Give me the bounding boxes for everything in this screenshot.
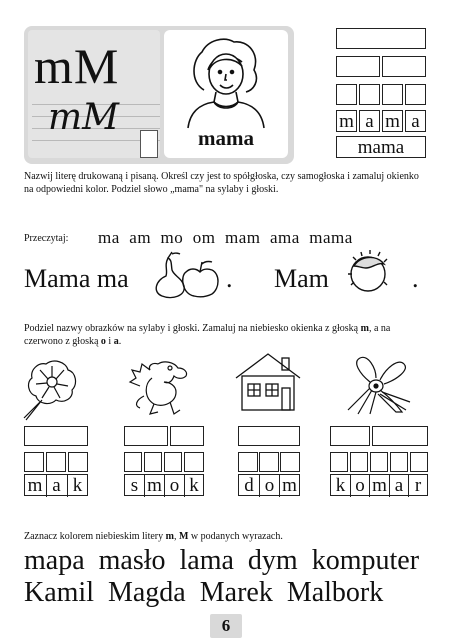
- syllable-box[interactable]: [372, 426, 428, 446]
- letter: o: [350, 475, 369, 497]
- words-line-1: mapa masło lama dym komputer: [24, 545, 420, 576]
- printed-letters: mM: [34, 38, 120, 94]
- letter: k: [67, 475, 87, 497]
- scheme-word: mama: [357, 137, 405, 158]
- letter: d: [244, 475, 254, 496]
- letter-box[interactable]: [350, 452, 368, 472]
- words-line-2: Kamil Magda Marek Malbork: [24, 577, 384, 608]
- letter-cell: [359, 110, 380, 132]
- instruction-3-text: Zaznacz kolorem niebieskim litery: [24, 531, 166, 542]
- instruction-2-bold: m: [360, 323, 369, 334]
- letter-box[interactable]: [330, 452, 348, 472]
- letter: m: [27, 475, 43, 496]
- letter-box[interactable]: [184, 452, 204, 472]
- letter: m: [385, 111, 400, 132]
- instruction-2-text: i: [105, 336, 114, 347]
- page-number: 6: [210, 614, 242, 638]
- word-komar-cell: [330, 474, 428, 496]
- syllable-box[interactable]: [336, 56, 380, 77]
- letter-box[interactable]: [164, 452, 182, 472]
- sentence-1-end: .: [226, 264, 233, 293]
- letter: k: [335, 475, 346, 496]
- poppy-icon: [16, 356, 86, 422]
- letter-box[interactable]: [259, 452, 279, 472]
- letter-box[interactable]: [410, 452, 428, 472]
- instruction-1: Nazwij literę drukowaną i pisaną. Określ czy jest to spółgłoska, czy samogłoska i zamaluj okienko na odpowiedni kolor. Podziel słowo „mama" na sylaby i głoski.: [24, 171, 419, 195]
- letter-box[interactable]: [124, 452, 142, 472]
- instruction-2-bold: a: [113, 336, 119, 347]
- mosquito-icon: [340, 352, 416, 418]
- word-cell: [336, 136, 426, 158]
- vowel-consonant-box[interactable]: [382, 84, 403, 105]
- letter-box[interactable]: [144, 452, 162, 472]
- letter: m: [369, 475, 389, 497]
- instruction-2-text: , a na czerwono z głoską: [24, 323, 391, 347]
- pear-apple-icon: [146, 250, 222, 300]
- letter-cell: [382, 110, 403, 132]
- letter: m: [279, 475, 299, 497]
- instruction-3-text: w podanych wyrazach.: [188, 531, 283, 542]
- sentence-1: Mama ma: [24, 264, 129, 293]
- dragon-icon: [124, 356, 194, 418]
- mother-portrait-icon: [164, 30, 288, 130]
- sentence-2-end: .: [412, 264, 419, 293]
- letter: a: [411, 111, 420, 132]
- letter: m: [339, 111, 354, 132]
- vowel-consonant-box[interactable]: [405, 84, 426, 105]
- sentence-2: Mam: [274, 264, 329, 293]
- instruction-2-bold: o: [100, 336, 106, 347]
- letter: k: [184, 475, 203, 497]
- syllable-box[interactable]: [124, 426, 168, 446]
- letter-box[interactable]: [280, 452, 300, 472]
- read-label: Przeczytaj:: [24, 233, 69, 244]
- house-icon: [232, 350, 304, 414]
- instruction-3-bold: m: [165, 531, 174, 542]
- letter: o: [164, 475, 184, 497]
- instruction-2: [24, 322, 429, 348]
- instruction-2-text: .: [118, 336, 122, 347]
- vowel-consonant-box[interactable]: [359, 84, 380, 105]
- letter-box[interactable]: [46, 452, 66, 472]
- instruction-3-text: ,: [173, 531, 179, 542]
- script-letters: mM: [48, 97, 119, 138]
- letter: m: [144, 475, 164, 497]
- letter-box[interactable]: [238, 452, 258, 472]
- letter: s: [130, 475, 139, 496]
- color-square[interactable]: [140, 130, 158, 158]
- letter-box[interactable]: [68, 452, 88, 472]
- word-box[interactable]: [336, 28, 426, 49]
- word-mak-cell: [24, 474, 88, 496]
- word-box[interactable]: [238, 426, 300, 446]
- word-smok-cell: [124, 474, 204, 496]
- letter-box[interactable]: [390, 452, 408, 472]
- letter-cell: [405, 110, 426, 132]
- instruction-3: [24, 530, 429, 543]
- syllable-box[interactable]: [382, 56, 426, 77]
- card-word: mama: [198, 126, 254, 150]
- letter-box[interactable]: [24, 452, 44, 472]
- syllable-box[interactable]: [330, 426, 370, 446]
- word-dom-cell: [238, 474, 300, 496]
- word-box[interactable]: [24, 426, 88, 446]
- vowel-consonant-box[interactable]: [336, 84, 357, 105]
- letter: r: [408, 475, 427, 497]
- letter: o: [259, 475, 279, 497]
- letter-cell: [336, 110, 357, 132]
- letter: a: [389, 475, 408, 497]
- letter-box[interactable]: [370, 452, 388, 472]
- instruction-2-text: Podziel nazwy obrazków na sylaby i głoski. Zamaluj na niebiesko okienka z głoską: [24, 323, 361, 334]
- letter: a: [365, 111, 374, 132]
- letter: a: [46, 475, 66, 497]
- instruction-3-bold: M: [178, 531, 189, 542]
- syllable-box[interactable]: [170, 426, 204, 446]
- chestnut-icon: [344, 248, 392, 296]
- syllables-row: ma am mo om mam ama mama: [98, 228, 353, 247]
